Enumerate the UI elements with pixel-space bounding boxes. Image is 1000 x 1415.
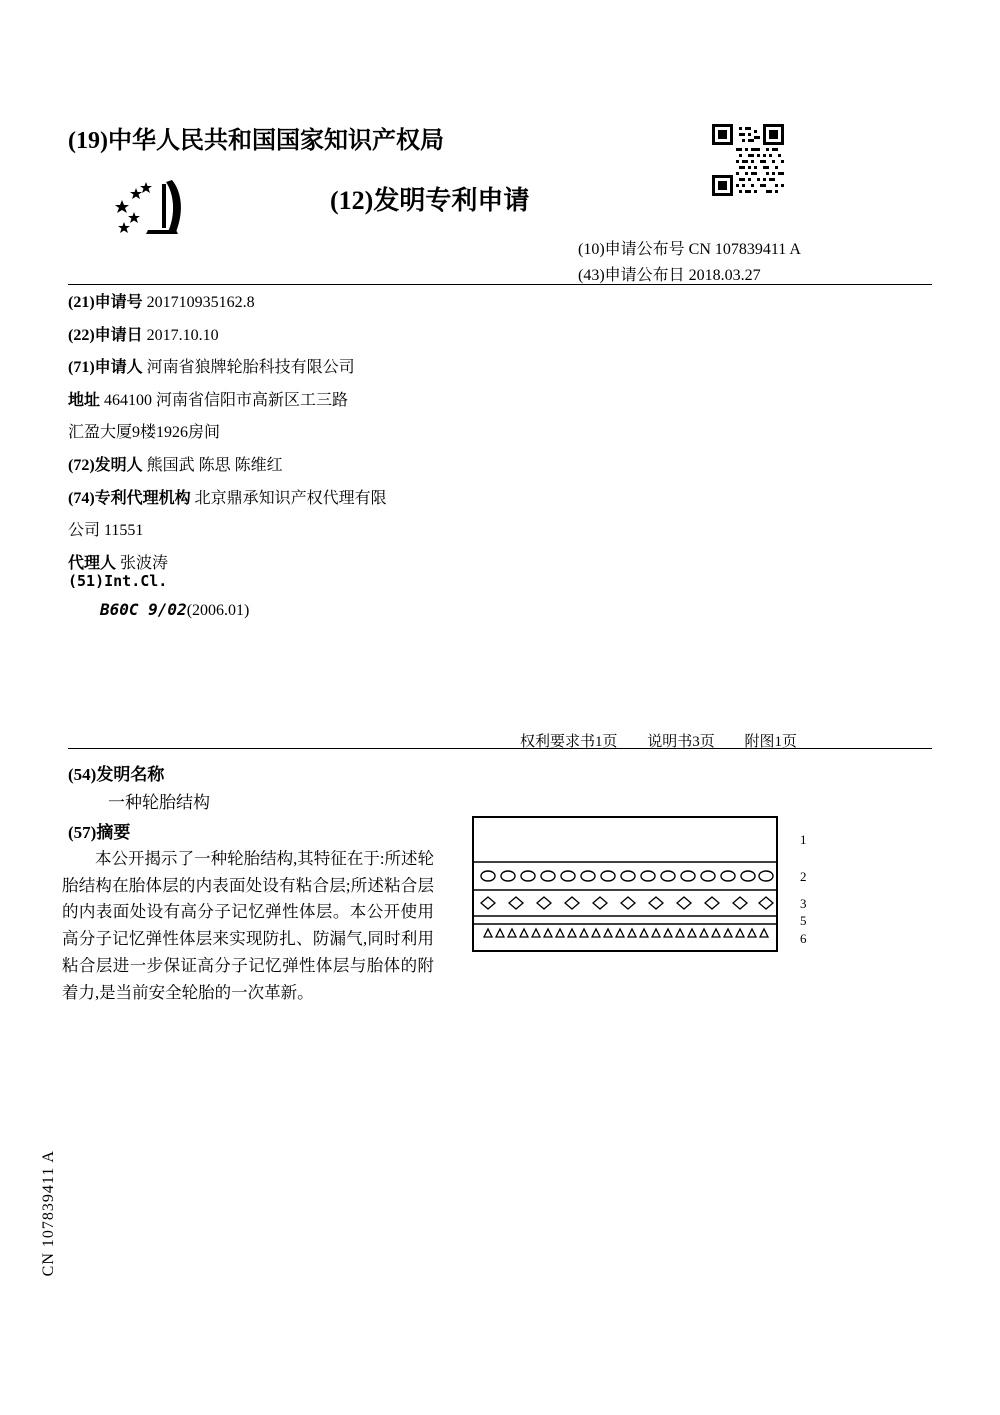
int-cl-version: (2006.01) — [186, 602, 250, 619]
tire-structure-figure — [472, 816, 778, 952]
agency-row-2 — [68, 520, 588, 553]
application-number-row — [68, 292, 588, 325]
inventor-label: (72)发明人 — [68, 456, 143, 474]
invention-name-label: (54)发明名称 — [68, 765, 165, 784]
application-number-value: 201710935162.8 — [146, 294, 255, 311]
abstract-body — [62, 846, 434, 1006]
abstract-label: (57)摘要 — [68, 823, 131, 842]
int-cl-code: B60C 9/02 — [100, 600, 187, 619]
bibliographic-block — [68, 292, 588, 585]
agency-row — [68, 488, 588, 521]
address-line-2: 汇盈大厦9楼1926房间 — [68, 424, 221, 442]
sipo-logo-icon — [110, 178, 220, 240]
address-row-2 — [68, 422, 588, 455]
application-date-label: (22)申请日 — [68, 326, 143, 344]
application-number-label: (21)申请号 — [68, 294, 143, 311]
figure-label-2: 2 — [800, 869, 807, 884]
side-publication-code: CN 107839411 A — [40, 1150, 57, 1277]
drawings-pages: 附图1页 — [744, 734, 798, 750]
qr-code-icon — [712, 124, 784, 196]
agency-label: (74)专利代理机构 — [68, 489, 191, 507]
figure-label-5: 5 — [800, 913, 807, 928]
document-type-title: (12)发明专利申请 — [330, 186, 530, 215]
publication-number: (10)申请公布号 CN 107839411 A — [578, 241, 801, 258]
applicant-label: (71)申请人 — [68, 359, 143, 377]
figure-label-6: 6 — [800, 931, 807, 946]
figure-label-3: 3 — [800, 896, 807, 911]
figure-layer-labels — [778, 816, 838, 952]
inventor-row — [68, 455, 588, 488]
invention-name-value: 一种轮胎结构 — [108, 793, 210, 812]
abstract-text: 本公开揭示了一种轮胎结构,其特征在于:所述轮胎结构在胎体层的内表面处设有粘合层;所述粘合层的内表面处设有高分子记忆弹性体层。本公开使用高分子记忆弹性体层来实现防扎、防漏气,同时利用粘合层进一步保证高分子记忆弹性体层与胎体的附着力,是当前安全轮胎的一次革新。 — [62, 849, 434, 1002]
description-pages: 说明书3页 — [647, 734, 715, 750]
issuing-office: (19)中华人民共和国国家知识产权局 — [68, 128, 444, 154]
address-line-1: 464100 河南省信阳市高新区工三路 — [104, 391, 349, 409]
applicant-row — [68, 357, 588, 390]
applicant-value: 河南省狼牌轮胎科技有限公司 — [146, 359, 355, 377]
header-divider — [68, 284, 932, 285]
application-date-row — [68, 325, 588, 358]
agency-value-2: 公司 11551 — [68, 522, 144, 540]
application-date-value: 2017.10.10 — [146, 326, 219, 344]
agent-value: 张波涛 — [120, 554, 169, 572]
figure-label-1: 1 — [800, 832, 807, 847]
abstract-divider — [68, 748, 932, 749]
agent-label: 代理人 — [68, 554, 117, 572]
int-cl-label: (51)Int.Cl. — [68, 572, 168, 590]
inventor-value: 熊国武 陈思 陈维红 — [146, 456, 283, 474]
address-label: 地址 — [68, 391, 101, 409]
address-row — [68, 390, 588, 423]
publication-date: (43)申请公布日 2018.03.27 — [578, 267, 761, 284]
agency-value-1: 北京鼎承知识产权代理有限 — [194, 489, 387, 507]
claims-pages: 权利要求书1页 — [520, 734, 618, 750]
int-cl-row — [100, 600, 249, 620]
